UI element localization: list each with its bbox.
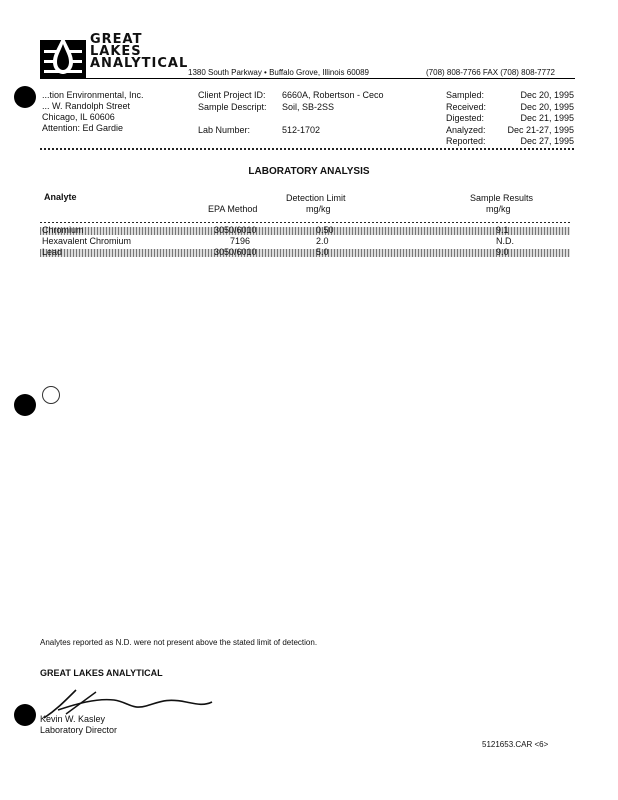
footer-company: GREAT LAKES ANALYTICAL [40, 668, 163, 678]
table-header-divider [40, 222, 570, 223]
date-row [446, 113, 574, 125]
col-detection-header: Detection Limit [286, 193, 346, 203]
date-label: Digested: [446, 113, 485, 123]
logo-underline [40, 78, 575, 79]
lab-phone-fax: (708) 808-7766 FAX (708) 808-7772 [426, 68, 555, 77]
lab-number-label: Lab Number: [198, 125, 251, 135]
col-method-header: EPA Method [208, 204, 258, 214]
logo-line-2: LAKES [90, 44, 142, 59]
punch-hole-top [14, 86, 36, 108]
date-row [446, 102, 574, 114]
logo-mark-icon [40, 36, 86, 78]
logo-text [90, 34, 188, 70]
date-value: Dec 21-27, 1995 [507, 124, 574, 135]
table-row-limit: 0.50 [316, 225, 334, 235]
header-divider [40, 148, 575, 150]
nd-footnote: Analytes reported as N.D. were not present above the stated limit of detection. [40, 638, 318, 647]
date-row [446, 125, 574, 137]
lab-number-value: 512-1702 [282, 125, 321, 135]
client-street: ... W. Randolph Street [42, 101, 131, 111]
col-result-header: Sample Results [470, 193, 534, 203]
date-label: Reported: [446, 136, 486, 146]
col-result-unit: mg/kg [486, 204, 511, 214]
table-row-analyte: Hexavalent Chromium [42, 236, 132, 246]
document-reference: 5121653.CAR <6> [482, 740, 549, 749]
project-id-label: Client Project ID: [198, 90, 266, 100]
date-label: Sampled: [446, 90, 485, 100]
table-row-analyte: Lead [42, 247, 63, 257]
table-row-method: 7196 [230, 236, 251, 246]
col-detection-unit: mg/kg [306, 204, 331, 214]
date-row [446, 136, 574, 148]
client-attention: Attention: Ed Gardie [42, 123, 124, 133]
table-row-result: 9.1 [496, 225, 509, 235]
logo-line-1: GREAT [90, 32, 143, 47]
client-company: ...tion Environmental, Inc. [42, 90, 144, 100]
date-label: Received: [446, 101, 487, 112]
table-row-limit: 5.0 [316, 247, 329, 257]
date-value: Dec 21, 1995 [520, 113, 574, 123]
date-value: Dec 27, 1995 [520, 136, 574, 146]
report-title: LABORATORY ANALYSIS [248, 166, 370, 177]
table-row-limit: 2.0 [316, 236, 329, 246]
punch-hole-bottom [14, 704, 36, 726]
signer-title: Laboratory Director [40, 725, 118, 735]
project-id-value: 6660A, Robertson - Ceco [282, 90, 384, 100]
table-row-analyte: Chromium [42, 225, 84, 235]
open-circle-mark [42, 386, 60, 404]
table-row-result: N.D. [496, 236, 514, 246]
col-analyte-header: Analyte [44, 192, 77, 202]
client-city: Chicago, IL 60606 [42, 112, 115, 122]
date-value: Dec 20, 1995 [520, 101, 574, 112]
date-value: Dec 20, 1995 [520, 90, 574, 100]
sample-descript-label: Sample Descript: [198, 102, 267, 112]
table-row-result: 9.0 [496, 247, 509, 257]
signer-name: Kevin W. Kasley [40, 714, 106, 724]
logo [40, 36, 86, 83]
row-highlight-band [40, 249, 570, 257]
dates-block [446, 90, 574, 148]
row-highlight-band [40, 227, 570, 235]
lab-address: 1380 South Parkway • Buffalo Grove, Illinois 60089 [188, 68, 369, 77]
punch-hole-middle [14, 394, 36, 416]
date-label: Analyzed: [446, 124, 486, 135]
date-row [446, 90, 574, 102]
sample-descript-value: Soil, SB-2SS [282, 102, 335, 112]
table-row-method: 3050/6010 [214, 225, 257, 235]
table-row-method: 3050/6010 [214, 247, 257, 257]
logo-line-3: ANALYTICAL [90, 56, 189, 71]
